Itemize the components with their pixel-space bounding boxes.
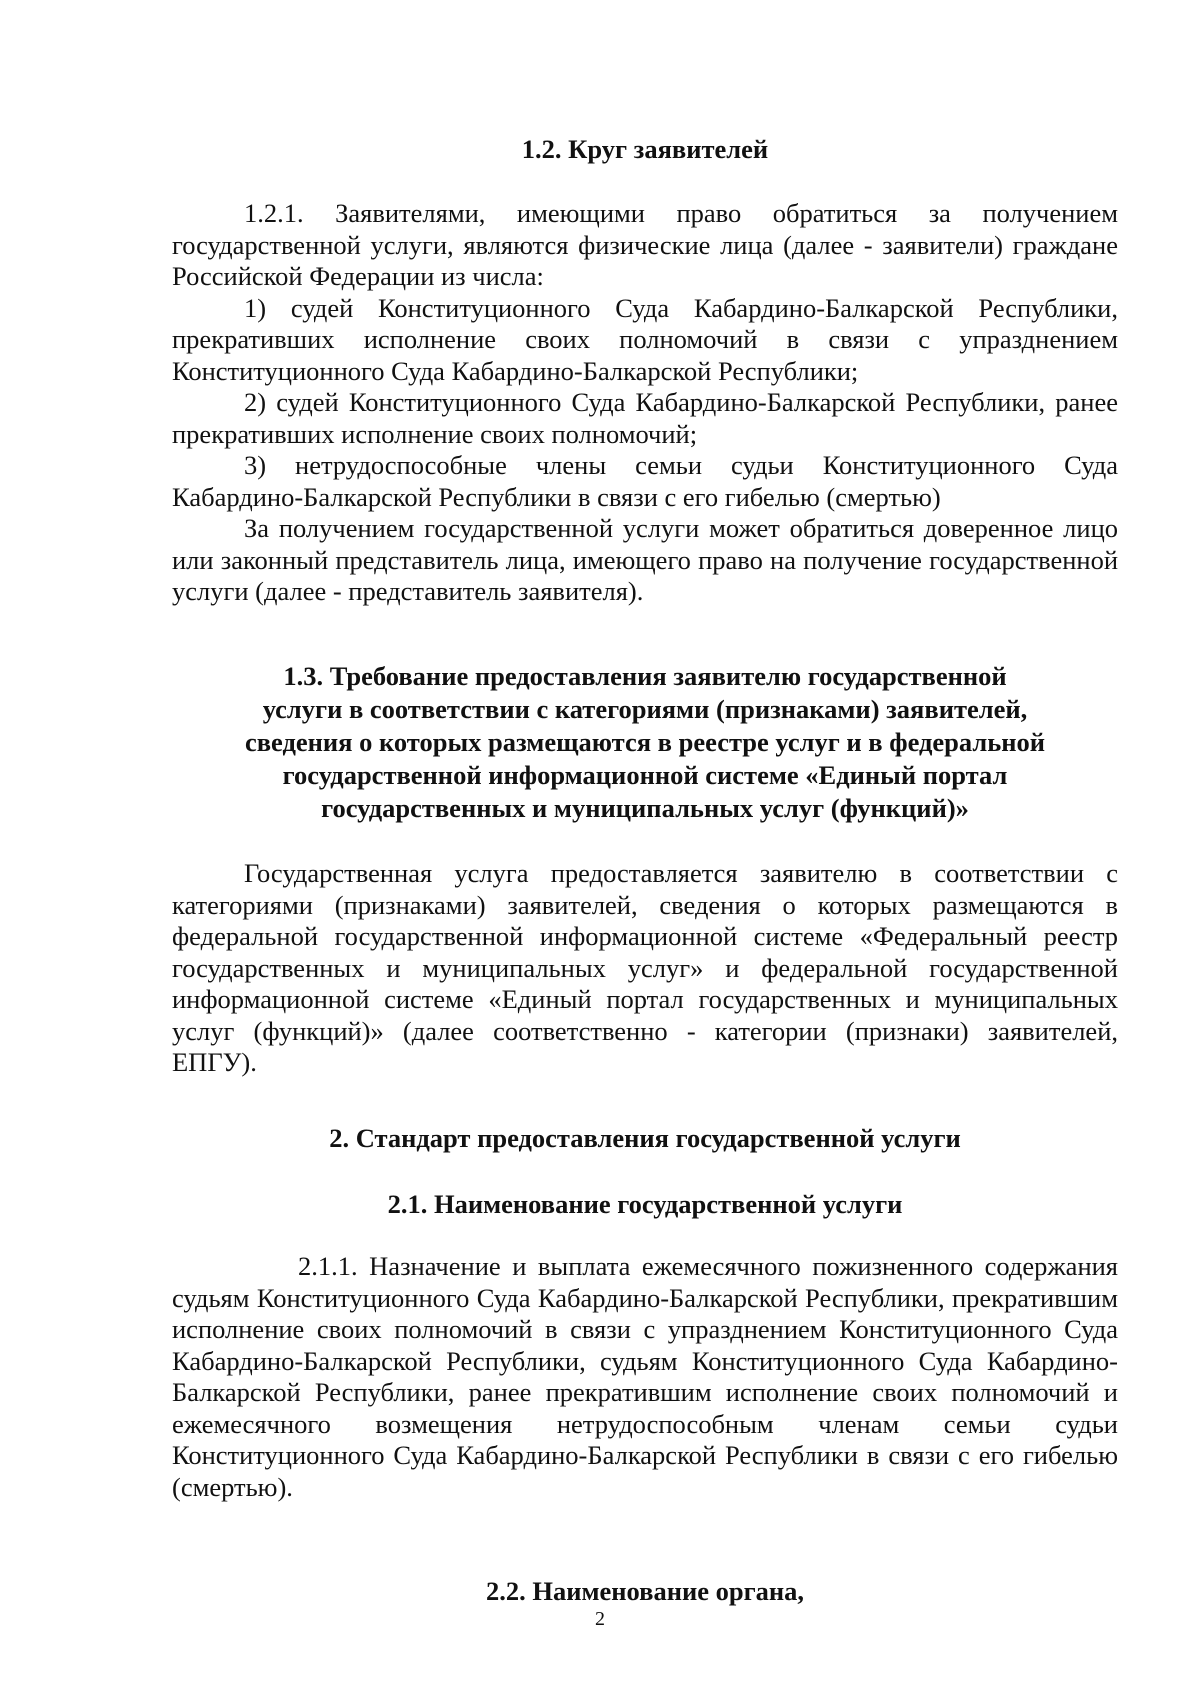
section-2-1-heading: 2.1. Наименование государственной услуги xyxy=(387,1189,903,1219)
paragraph-1-2-1: 1.2.1. Заявителями, имеющими право обратиться за получением государственной услуги, являются физические лица (далее - заявители) граждане Российской Федерации из числа: xyxy=(172,198,1118,291)
heading-line: услуги в соответствии с категориями (признаками) заявителей, xyxy=(262,694,1028,724)
heading-line: 1.3. Требование предоставления заявителю государственной xyxy=(283,661,1007,691)
list-item-2: 2) судей Конституционного Суда Кабардино-Балкарской Республики, ранее прекративших исполнение своих полномочий; xyxy=(172,387,1118,449)
section-2-heading: 2. Стандарт предоставления государственной услуги xyxy=(329,1123,961,1153)
paragraph-2-1-1: 2.1.1. Назначение и выплата ежемесячного пожизненного содержания судьям Конституционного Суда Кабардино-Балкарской Республики, прекратившим исполнение своих полномочий в связи с упразднением Конституционного Суда Кабардино-Балкарской Республики, судьям Конституционного Суда Кабардино-Балкарской Республики, ранее прекратившим исполнение своих полномочий и ежемесячного возмещения нетрудоспособным членам семьи судьи Конституционного Суда Кабардино-Балкарской Республики в связи с его гибелью (смертью). xyxy=(172,1251,1118,1502)
section-1-3-heading xyxy=(172,660,1118,825)
section-1-2-heading: 1.2. Круг заявителей xyxy=(521,134,769,164)
section-2-1-body xyxy=(172,1251,1118,1503)
heading-line: государственных и муниципальных услуг (функций)» xyxy=(321,793,969,823)
heading-line: государственной информационной системе «Единый портал xyxy=(282,760,1008,790)
section-1-2-body xyxy=(172,198,1118,608)
page-number: 2 xyxy=(595,1608,605,1630)
list-item-1: 1) судей Конституционного Суда Кабардино-Балкарской Республики, прекративших исполнение своих полномочий в связи с упразднением Конституционного Суда Кабардино-Балкарской Республики; xyxy=(172,292,1118,386)
paragraph-1-3: Государственная услуга предоставляется заявителю в соответствии с категориями (признаками) заявителей, сведения о которых размещаются в федеральной государственной информационной системе «Федеральный реестр государственных и муниципальных услуг» и федеральной государственной информационной системе «Единый портал государственных и муниципальных услуг (функций)» (далее соответственно - категории (признаки) заявителей, ЕПГУ). xyxy=(172,858,1118,1077)
section-2-2-heading: 2.2. Наименование органа, xyxy=(485,1576,805,1606)
section-1-3-body xyxy=(172,858,1118,1079)
paragraph-representative: За получением государственной услуги может обратиться доверенное лицо или законный представитель лица, имеющего право на получение государственной услуги (далее - представитель заявителя). xyxy=(172,513,1118,606)
list-item-3: 3) нетрудоспособные члены семьи судьи Конституционного Суда Кабардино-Балкарской Республики в связи с его гибелью (смертью) xyxy=(172,450,1118,512)
heading-line: сведения о которых размещаются в реестре услуг и в федеральной xyxy=(244,727,1046,757)
